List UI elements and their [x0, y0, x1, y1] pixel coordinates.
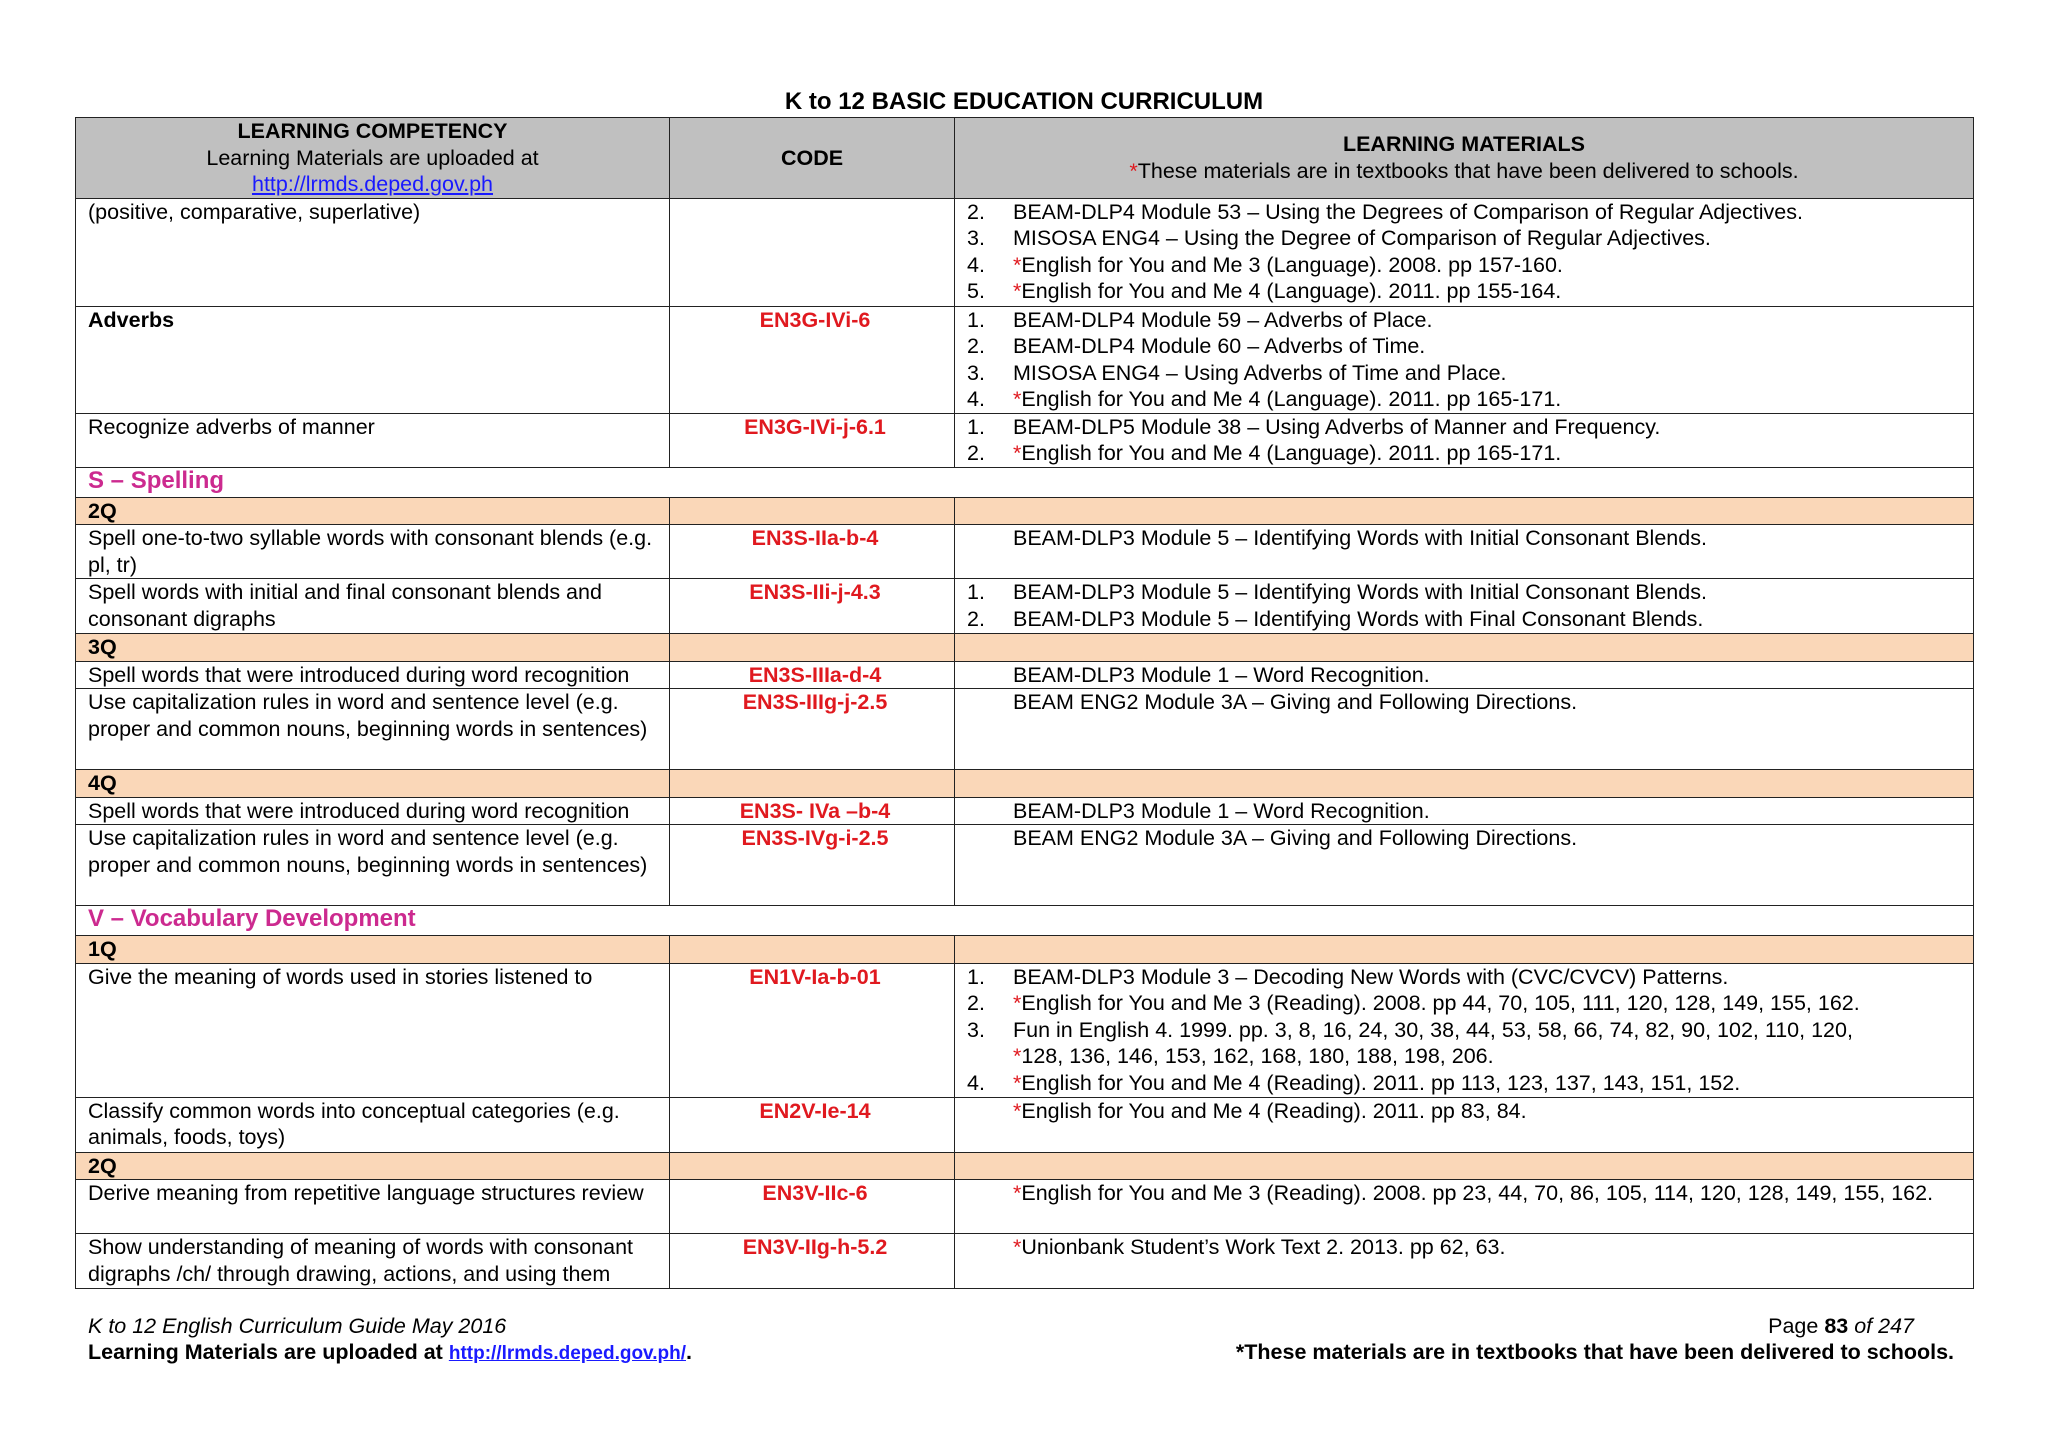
competency-text: Recognize adverbs of manner [88, 414, 375, 439]
material-text [1013, 278, 1967, 305]
code-text: EN3S-IIIa-d-4 [748, 662, 882, 687]
material-text [1013, 1180, 1967, 1207]
material-number: 1. [967, 964, 985, 989]
materials-cell [955, 413, 1974, 467]
material-number [967, 662, 1013, 689]
header-materials-title: LEARNING MATERIALS [1342, 132, 1586, 157]
footer-lrmds-link[interactable]: http://lrmds.deped.gov.ph/ [448, 1343, 686, 1364]
material-title: BEAM-DLP4 Module 53 – Using the Degrees of Comparison of Regular Adjectives. [1013, 199, 1803, 224]
material-title: Unionbank Student’s Work Text 2. 2013. pp 62, 63. [1021, 1235, 1506, 1259]
material-item [967, 1098, 1967, 1125]
material-item [967, 525, 1967, 552]
code-text: EN2V-Ie-14 [759, 1098, 871, 1123]
header-competency-sub: Learning Materials are uploaded at [206, 145, 539, 170]
material-title: English for You and Me 4 (Language). 2011. pp 155-164. [1021, 279, 1562, 303]
material-title: BEAM-DLP4 Module 60 – Adverbs of Time. [1013, 334, 1426, 358]
table-row [76, 579, 1974, 634]
code-text: EN3S-IVg-i-2.5 [741, 826, 889, 850]
material-number [967, 1234, 1013, 1261]
code-cell [670, 797, 955, 825]
material-item [967, 798, 1967, 825]
material-text [1013, 360, 1967, 387]
material-text [1013, 964, 1967, 991]
material-item [967, 579, 1967, 606]
asterisk-mark: * [1013, 252, 1022, 277]
header-competency-title: LEARNING COMPETENCY [237, 119, 508, 143]
section-label: S – Spelling [88, 466, 225, 494]
competency-cell [76, 198, 670, 306]
material-title: BEAM ENG2 Module 3A – Giving and Following Directions. [1013, 690, 1578, 714]
materials-list [967, 579, 1967, 632]
material-text [1013, 414, 1967, 441]
material-number [967, 798, 1013, 825]
material-title: BEAM-DLP3 Module 5 – Identifying Words with Final Consonant Blends. [1013, 606, 1704, 631]
material-item [967, 252, 1967, 279]
materials-list [967, 662, 1967, 689]
code-cell [670, 661, 955, 689]
header-code [670, 118, 955, 199]
section-label: V – Vocabulary Development [88, 905, 416, 932]
material-item [967, 199, 1967, 226]
quarter-empty-cell [955, 770, 1974, 798]
material-item [967, 360, 1967, 387]
material-title: BEAM-DLP3 Module 1 – Word Recognition. [1013, 798, 1430, 823]
code-cell [670, 525, 955, 579]
footer-uploaded [88, 1339, 692, 1367]
material-number: 1. [967, 414, 985, 439]
material-title: MISOSA ENG4 – Using Adverbs of Time and Place. [1013, 360, 1507, 385]
materials-list [967, 1234, 1967, 1261]
material-title: English for You and Me 4 (Language). 2011. pp 165-171. [1021, 387, 1562, 411]
asterisk-mark: * [1013, 1098, 1022, 1123]
header-learning-materials [955, 118, 1974, 199]
material-text [1013, 825, 1967, 852]
material-item [967, 964, 1967, 991]
asterisk-mark: * [1013, 1070, 1022, 1095]
material-text [1013, 386, 1967, 413]
material-text [1013, 1234, 1967, 1261]
code-text: EN1V-Ia-b-01 [749, 964, 881, 989]
material-item [967, 440, 1967, 467]
material-item [967, 1043, 1967, 1070]
competency-text: Show understanding of meaning of words with consonant digraphs /ch/ through drawing, actions, and using them [88, 1235, 634, 1286]
materials-list [967, 689, 1967, 716]
quarter-empty-cell [670, 1152, 955, 1180]
materials-list [967, 199, 1967, 305]
material-title: BEAM-DLP3 Module 5 – Identifying Words with Initial Consonant Blends. [1013, 526, 1707, 550]
table-row [76, 797, 1974, 825]
competency-text: Spell words with initial and final consonant blends and consonant digraphs [88, 580, 602, 631]
materials-list [967, 1180, 1967, 1207]
materials-cell [955, 525, 1974, 579]
material-text [1013, 1017, 1967, 1044]
material-title: BEAM-DLP3 Module 1 – Word Recognition. [1013, 662, 1430, 687]
asterisk-mark: * [1013, 387, 1022, 411]
competency-text: Derive meaning from repetitive language structures review [88, 1181, 644, 1205]
asterisk-mark: * [1013, 1181, 1022, 1205]
material-number: 2. [967, 199, 985, 224]
quarter-empty-cell [670, 936, 955, 964]
competency-text: Give the meaning of words used in stories listened to [88, 964, 593, 989]
material-title: BEAM-DLP4 Module 59 – Adverbs of Place. [1013, 307, 1433, 332]
competency-cell [76, 689, 670, 770]
footer-uploaded-end: . [685, 1340, 692, 1364]
code-cell [670, 689, 955, 770]
material-number [967, 1098, 1013, 1125]
material-title: BEAM-DLP5 Module 38 – Using Adverbs of Manner and Frequency. [1013, 414, 1661, 439]
quarter-row [76, 1152, 1974, 1180]
code-text: EN3G-IVi-j-6.1 [744, 414, 886, 439]
code-cell [670, 963, 955, 1097]
material-number [967, 689, 1013, 716]
competency-cell [76, 963, 670, 1097]
material-text [1013, 1043, 1967, 1070]
asterisk-mark: * [1013, 441, 1022, 465]
quarter-empty-cell [955, 497, 1974, 525]
material-text [1013, 1098, 1967, 1125]
material-title: English for You and Me 3 (Language). 2008. pp 157-160. [1021, 252, 1563, 277]
material-item [967, 333, 1967, 360]
quarter-empty-cell [670, 634, 955, 662]
materials-list [967, 798, 1967, 825]
asterisk-mark: * [1013, 1044, 1022, 1068]
material-number: 4. [967, 387, 985, 411]
code-text: EN3S-IIi-j-4.3 [749, 580, 881, 604]
quarter-label-cell [76, 770, 670, 798]
quarter-row [76, 497, 1974, 525]
competency-cell [76, 413, 670, 467]
code-text: EN3V-IIg-h-5.2 [742, 1235, 888, 1259]
materials-list [967, 825, 1967, 852]
material-number: 2. [967, 334, 985, 358]
material-item [967, 278, 1967, 305]
material-text [1013, 307, 1967, 334]
materials-list [967, 525, 1967, 552]
table-body [76, 198, 1974, 1289]
asterisk-mark: * [1013, 991, 1022, 1015]
footer-textbooks-note: *These materials are in textbooks that have been delivered to schools. [1235, 1340, 1954, 1364]
material-item [967, 1070, 1967, 1097]
page-title: K to 12 BASIC EDUCATION CURRICULUM [784, 88, 1264, 115]
code-text: EN3V-IIc-6 [762, 1181, 868, 1205]
competency-text: Spell words that were introduced during word recognition [88, 662, 630, 687]
section-cell [76, 467, 1974, 497]
quarter-row [76, 936, 1974, 964]
material-text [1013, 199, 1967, 226]
competency-cell [76, 306, 670, 413]
material-item [967, 662, 1967, 689]
table-row [76, 689, 1974, 770]
material-number: 4. [967, 1070, 985, 1095]
material-item [967, 825, 1967, 852]
material-title: English for You and Me 4 (Language). 2011. pp 165-171. [1021, 441, 1562, 465]
competency-cell [76, 1234, 670, 1289]
footer-guide: K to 12 English Curriculum Guide May 2016 [88, 1314, 507, 1338]
section-row [76, 467, 1974, 497]
asterisk-mark: * [1129, 158, 1138, 183]
table-row [76, 413, 1974, 467]
material-text [1013, 579, 1967, 606]
material-item [967, 1234, 1967, 1261]
material-text [1013, 798, 1967, 825]
materials-cell [955, 1180, 1974, 1234]
table-row [76, 1234, 1974, 1289]
table-row [76, 1097, 1974, 1152]
competency-text: Spell one-to-two syllable words with consonant blends (e.g. pl, tr) [88, 526, 653, 577]
lrmds-link[interactable]: http://lrmds.deped.gov.ph [251, 172, 494, 196]
section-row [76, 906, 1974, 936]
material-title: BEAM ENG2 Module 3A – Giving and Following Directions. [1013, 826, 1578, 850]
materials-list [967, 964, 1967, 1097]
materials-cell [955, 579, 1974, 634]
material-text [1013, 662, 1967, 689]
table-row [76, 963, 1974, 1097]
code-cell [670, 1097, 955, 1152]
material-item [967, 307, 1967, 334]
materials-cell [955, 1097, 1974, 1152]
material-text [1013, 333, 1967, 360]
quarter-label-cell [76, 1152, 670, 1180]
quarter-label: 4Q [88, 771, 117, 795]
material-text [1013, 689, 1967, 716]
material-text [1013, 1070, 1967, 1097]
material-title: BEAM-DLP3 Module 5 – Identifying Words with Initial Consonant Blends. [1013, 580, 1707, 604]
material-title: English for You and Me 4 (Reading). 2011. pp 113, 123, 137, 143, 151, 152. [1021, 1070, 1741, 1095]
material-number: 1. [967, 580, 985, 604]
quarter-label: 2Q [88, 498, 117, 523]
quarter-label-cell [76, 497, 670, 525]
code-cell [670, 198, 955, 306]
material-text [1013, 252, 1967, 279]
material-text [1013, 525, 1967, 552]
material-item [967, 1017, 1967, 1044]
table-row [76, 525, 1974, 579]
code-text: EN3S-IIIg-j-2.5 [742, 690, 888, 714]
materials-cell [955, 661, 1974, 689]
material-title: English for You and Me 3 (Reading). 2008. pp 23, 44, 70, 86, 105, 114, 120, 128, 149, 155, 162. [1021, 1181, 1934, 1205]
material-number [967, 1043, 1013, 1070]
code-text: EN3S-IIa-b-4 [751, 526, 879, 550]
table-row [76, 198, 1974, 306]
material-title: MISOSA ENG4 – Using the Degree of Comparison of Regular Adjectives. [1013, 226, 1711, 250]
competency-text: Spell words that were introduced during word recognition [88, 798, 630, 823]
material-item [967, 1180, 1967, 1207]
footer-page-current: 83 [1824, 1314, 1849, 1338]
competency-cell [76, 1180, 670, 1234]
table-row [76, 306, 1974, 413]
code-cell [670, 579, 955, 634]
material-title: BEAM-DLP3 Module 3 – Decoding New Words with (CVC/CVCV) Patterns. [1013, 964, 1729, 989]
material-number: 1. [967, 307, 985, 332]
footer-uploaded-text: Learning Materials are uploaded at [88, 1340, 443, 1364]
asterisk-mark: * [1013, 279, 1022, 303]
competency-cell [76, 1097, 670, 1152]
material-number: 2. [967, 606, 985, 631]
competency-text: Use capitalization rules in word and sentence level (e.g. proper and common nouns, beginning words in sentences) [88, 826, 648, 877]
quarter-label-cell [76, 936, 670, 964]
competency-cell [76, 579, 670, 634]
competency-text: Classify common words into conceptual categories (e.g. animals, foods, toys) [88, 1098, 620, 1149]
material-number: 5. [967, 279, 985, 303]
header-code-title: CODE [780, 145, 844, 170]
material-title: 128, 136, 146, 153, 162, 168, 180, 188, 198, 206. [1021, 1044, 1494, 1068]
quarter-label: 3Q [88, 635, 117, 659]
quarter-row [76, 770, 1974, 798]
quarter-empty-cell [955, 1152, 1974, 1180]
materials-cell [955, 689, 1974, 770]
material-text [1013, 225, 1967, 252]
code-cell [670, 1180, 955, 1234]
code-text: EN3G-IVi-6 [759, 307, 871, 332]
material-text [1013, 606, 1967, 633]
quarter-empty-cell [670, 497, 955, 525]
competency-text: (positive, comparative, superlative) [88, 199, 421, 224]
table-row [76, 1180, 1974, 1234]
table-row [76, 825, 1974, 906]
materials-cell [955, 306, 1974, 413]
material-item [967, 990, 1967, 1017]
materials-cell [955, 198, 1974, 306]
material-text [1013, 990, 1967, 1017]
material-item [967, 414, 1967, 441]
quarter-row [76, 634, 1974, 662]
material-number: 3. [967, 226, 985, 250]
competency-cell [76, 797, 670, 825]
competency-text: Use capitalization rules in word and sentence level (e.g. proper and common nouns, beginning words in sentences) [88, 690, 648, 741]
quarter-empty-cell [955, 634, 1974, 662]
header-materials-sub: These materials are in textbooks that have been delivered to schools. [1137, 158, 1799, 183]
materials-cell [955, 825, 1974, 906]
materials-cell [955, 1234, 1974, 1289]
table-row [76, 661, 1974, 689]
materials-cell [955, 797, 1974, 825]
material-item [967, 386, 1967, 413]
quarter-empty-cell [955, 936, 1974, 964]
code-cell [670, 825, 955, 906]
code-cell [670, 1234, 955, 1289]
material-item [967, 225, 1967, 252]
material-number [967, 1180, 1013, 1207]
material-title: English for You and Me 4 (Reading). 2011. pp 83, 84. [1021, 1098, 1527, 1123]
code-cell [670, 413, 955, 467]
material-text [1013, 440, 1967, 467]
code-cell [670, 306, 955, 413]
material-title: English for You and Me 3 (Reading). 2008. pp 44, 70, 105, 111, 120, 128, 149, 155, 162. [1021, 991, 1860, 1015]
quarter-label: 1Q [88, 937, 117, 961]
asterisk-mark: * [1013, 1235, 1022, 1259]
competency-text: Adverbs [88, 307, 175, 332]
materials-cell [955, 963, 1974, 1097]
materials-list [967, 414, 1967, 467]
competency-cell [76, 825, 670, 906]
material-number [967, 825, 1013, 852]
footer-page-total: of 247 [1854, 1314, 1914, 1338]
footer-page-number [1768, 1313, 1914, 1339]
table-header-row [76, 118, 1974, 199]
material-number: 4. [967, 252, 985, 277]
code-text: EN3S- IVa –b-4 [739, 798, 891, 823]
footer-page-word: Page [1768, 1314, 1819, 1338]
material-number: 2. [967, 991, 985, 1015]
material-item [967, 689, 1967, 716]
material-number: 3. [967, 1017, 985, 1042]
material-title: Fun in English 4. 1999. pp. 3, 8, 16, 24, 30, 38, 44, 53, 58, 66, 74, 82, 90, 102, 110, 120, [1013, 1017, 1853, 1042]
material-number: 2. [967, 441, 985, 465]
quarter-label: 2Q [88, 1153, 117, 1178]
material-item [967, 606, 1967, 633]
quarter-label-cell [76, 634, 670, 662]
curriculum-table [75, 117, 1974, 1289]
competency-cell [76, 525, 670, 579]
material-number [967, 525, 1013, 552]
section-cell [76, 906, 1974, 936]
quarter-empty-cell [670, 770, 955, 798]
competency-cell [76, 661, 670, 689]
materials-list [967, 307, 1967, 413]
materials-list [967, 1098, 1967, 1125]
header-learning-competency [76, 118, 670, 199]
material-number: 3. [967, 360, 985, 385]
